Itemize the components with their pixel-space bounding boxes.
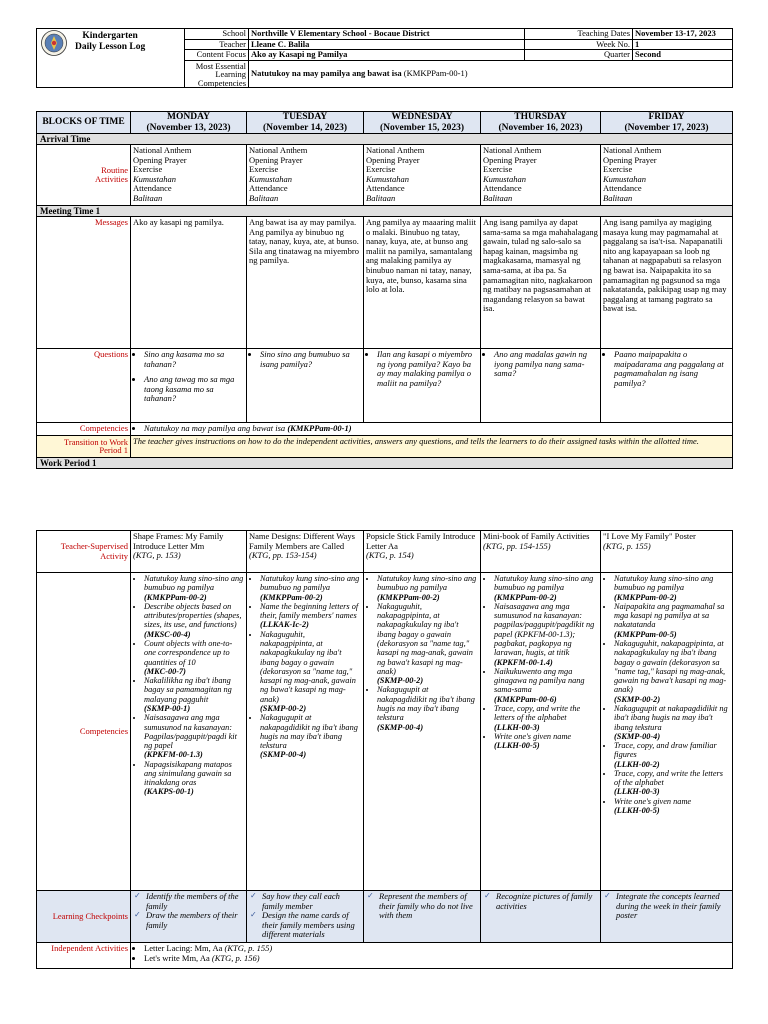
competency-text: Natutukoy kung sino-sino ang bumubuo ng pamilya: [494, 574, 594, 593]
quarter-label: Quarter: [525, 50, 633, 61]
work-competencies-label: Competencies: [37, 573, 131, 891]
competency-item: [494, 602, 598, 667]
competency-code: (LLKH-00-5): [494, 741, 540, 751]
competency-code: (KMKPPam-00-6): [494, 694, 557, 704]
melc-label: [185, 60, 249, 88]
routine-item: Balitaan: [483, 192, 513, 203]
tsa-label-2: Activity: [100, 550, 128, 561]
competency-text: Natutukoy na may pamilya ang bawat isa: [144, 423, 286, 434]
activity-ref: (KTG, pp. 154-155): [483, 540, 551, 551]
title-line-1: Kindergarten: [82, 31, 138, 41]
competency-text: Naikukuwento ang mga ginagawa ng pamilya nang sama-sama: [494, 666, 585, 695]
competency-text: Natutukoy kung sino-sino ang bumubuo ng pamilya: [377, 574, 477, 593]
routine-item: Kumustahan: [133, 173, 176, 184]
checkpoints-fri: [601, 891, 733, 943]
competency-text: Trace, copy, and draw familiar figures: [614, 741, 717, 760]
competency-item: [614, 574, 730, 602]
competency-text: Nakagugupit at nakapagdidikit ng iba't ibang hugis na may iba't ibang tekstura: [260, 713, 358, 751]
competency-text: Trace, copy, and write the letters of the alphabet: [494, 703, 581, 723]
quarter-value: Second: [633, 50, 733, 61]
melc-label-line-2: Learning: [215, 69, 246, 80]
checkpoint-item: ✓ Recognize pictures of family activities: [494, 892, 598, 911]
competency-all-days: [131, 423, 733, 436]
day-date: (November 15, 2023): [380, 122, 464, 133]
competency-code: (SKMP-00-2): [377, 676, 424, 686]
content-focus-label: Content Focus: [185, 50, 249, 61]
dll-table-top: [36, 111, 733, 469]
competency-code: (SKMP-00-4): [260, 750, 307, 760]
competency-item: [494, 667, 598, 704]
header-table: [36, 28, 733, 88]
week-label: Week No.: [525, 39, 633, 50]
competency-item: [260, 574, 361, 602]
blocks-header: BLOCKS OF TIME: [37, 112, 131, 134]
activity-mon: [131, 531, 247, 573]
competency-item: [377, 574, 478, 602]
competency-code: (SKMP-00-2): [614, 694, 661, 704]
activity-title: Mini-book of Family Activities: [483, 531, 590, 541]
arrival-time-section: Arrival Time: [37, 134, 733, 145]
competency-text: Name the beginning letters of their, family members' names: [260, 601, 359, 621]
routine-item: National Anthem: [366, 145, 425, 156]
independent-activities: [131, 943, 733, 969]
competency-code: (LLKH-00-2): [614, 759, 660, 769]
routine-cell: [131, 145, 247, 206]
competency-code: (LLKH-00-5): [614, 806, 660, 816]
day-date: (November 13, 2023): [146, 122, 231, 133]
independent-label: Independent Activities: [37, 943, 131, 969]
competency-item: [144, 676, 244, 713]
questions-label: Questions: [37, 349, 131, 423]
competency-code: (SKMP-00-2): [260, 703, 307, 713]
competency-item: [494, 732, 598, 751]
activity-tue: [247, 531, 364, 573]
routine-item: Balitaan: [603, 192, 633, 203]
competency-text: Naipapakita ang pagmamahal sa mga kasapi ng pamilya at sa nakatatanda: [614, 601, 725, 630]
teacher-supervised-row: [37, 531, 733, 573]
competency-code: (MKSC-00-4): [144, 629, 191, 639]
competency-text: Describe objects based on attributes/properties (shapes, sizes, its use, and functions): [144, 601, 242, 630]
transition-label-1: Transition to Work: [63, 436, 128, 447]
competency-text: Naisasagawa ang mga sumusunod na kasanayan: Pagpilas/paggupit/pagdi kit ng papel: [144, 713, 237, 751]
competency-text: Trace, copy, and write the letters of the alphabet: [614, 768, 723, 788]
competency-text: Write one's given name: [494, 731, 572, 741]
competency-code: (KMKPPam-00-5): [614, 629, 677, 639]
competency-text: Nakagugupit at nakapagdidikit ng iba't ibang hugis na may iba't ibang tekstura: [614, 703, 728, 732]
competency-code: (KAKPS-00-1): [144, 787, 194, 797]
dates-value: November 13-17, 2023: [633, 29, 733, 40]
competency-text: Write one's given name: [614, 796, 692, 806]
day-date: (November 16, 2023): [498, 122, 583, 133]
routine-item: Opening Prayer: [483, 154, 537, 165]
checkpoint-item: ✓ Integrate the concepts learned during the week in their family poster: [614, 892, 730, 921]
activity-ref: (KTG, p. 155): [603, 540, 651, 551]
day-header-mon: [131, 112, 247, 134]
day-header-fri: [601, 112, 733, 134]
routine-item: Opening Prayer: [366, 154, 420, 165]
activity-thu: [481, 531, 601, 573]
competencies-row: [37, 423, 733, 436]
routine-row: [37, 145, 733, 206]
activity-wed: [364, 531, 481, 573]
routine-item: Opening Prayer: [249, 154, 303, 165]
routine-item: Balitaan: [133, 192, 163, 203]
independent-item: [144, 954, 730, 964]
questions-wed: [364, 349, 481, 423]
day-header-tue: [247, 112, 364, 134]
routine-item: National Anthem: [603, 145, 662, 156]
message-tue: Ang bawat isa ay may pamilya. Ang pamilya ay binubuo ng tatay, nanay, kuya, ate, at bunso. Sila ang tinatawag na miyembro ng pamilya.: [247, 217, 364, 349]
question-item: • Sino sino ang bumubuo sa isang pamilya?: [260, 350, 361, 369]
comp-thu: [481, 573, 601, 891]
day-date: (November 17, 2023): [624, 122, 709, 133]
checkpoint-item: ✓ Say how they call each family member: [260, 892, 361, 911]
activity-title: Shape Frames: My Family Introduce Letter Mm: [133, 531, 224, 551]
independent-text: Let's write Mm, Aa: [144, 952, 212, 963]
work-competencies-row: [37, 573, 733, 891]
school-label: School: [185, 29, 249, 40]
competency-code: (SKMP-00-4): [614, 731, 661, 741]
melc-value: [249, 60, 733, 88]
competency-text: Naisasagawa ang mga sumusunod na kasanayan: pagpilas/paggupit/pagdikit ng papel (KPKFM-00-1.3); pagbakat, pagkopya ng larawan, hugis, at titik: [494, 601, 595, 658]
competency-item: [614, 741, 730, 769]
activity-ref: (KTG, pp. 153-154): [249, 550, 317, 561]
checkpoints-label: Learning Checkpoints: [37, 891, 131, 943]
routine-item: National Anthem: [133, 145, 192, 156]
competency-item: [377, 602, 478, 686]
transition-label: [37, 435, 131, 457]
questions-fri: [601, 349, 733, 423]
competency-item: [144, 602, 244, 639]
competency-text: Nakaguguhit, nakapagpipinta, at nakapagkukulay ng iba't ibang bagay o gawain (dekorasyon sa "name tag," kasapi ng mag-anak, gawain ng bawa't kasapi ng mag-anak): [260, 629, 356, 704]
routine-item: Kumustahan: [249, 173, 292, 184]
questions-mon: [131, 349, 247, 423]
routine-cell: [481, 145, 601, 206]
competency-code: (KMKPPam-00-2): [494, 592, 557, 602]
routine-item: Attendance: [249, 183, 288, 194]
routine-label: [37, 145, 131, 206]
day-name: TUESDAY: [282, 112, 328, 122]
day-name: MONDAY: [167, 112, 210, 122]
melc-label-line-1: Most Essential: [195, 60, 246, 71]
routine-item: Exercise: [366, 164, 396, 175]
messages-label: Messages: [37, 217, 131, 349]
activity-title: Popsicle Stick Family Introduce Letter Aa: [366, 531, 476, 551]
competency-code: (KMKPPam-00-2): [144, 592, 207, 602]
routine-item: Opening Prayer: [603, 154, 657, 165]
tsa-label-1: Teacher-Supervised: [60, 540, 128, 551]
competency-item: [144, 760, 244, 797]
day-date: (November 14, 2023): [263, 122, 347, 133]
message-mon: Ako ay kasapi ng pamilya.: [131, 217, 247, 349]
competency-item: [260, 713, 361, 759]
routine-item: Kumustahan: [366, 173, 409, 184]
competency-text: Nakalilikha ng iba't ibang bagay sa pamamagitan ng malayang pagguhit: [144, 676, 232, 704]
competency-code: (KMKPPam-00-2): [377, 592, 440, 602]
competency-code: (SKMP-00-4): [377, 722, 424, 732]
independent-ref: (KTG, p. 156): [211, 952, 260, 963]
routine-item: Kumustahan: [603, 173, 646, 184]
teacher-label: Teacher: [185, 39, 249, 50]
routine-item: Attendance: [366, 183, 405, 194]
competency-text: Nakaguguhit, nakapagpipinta, at nakapagkukulay ng iba't ibang bagay o gawain (dekorasyon sa "name tag," kasapi ng mag-anak, gawain ng bawa't kasapi ng mag-anak): [377, 601, 473, 676]
routine-item: Attendance: [603, 183, 642, 194]
competency-code: (KMKPPam-00-2): [614, 592, 677, 602]
questions-tue: [247, 349, 364, 423]
question-item: • Paano maipapakita o maipadarama ang paggalang at pagmamahalan ng isang pamilya?: [614, 350, 730, 388]
independent-text: Letter Lacing: Mm, Aa: [144, 943, 225, 953]
comp-tue: [247, 573, 364, 891]
competency-text: Nakagugupit at nakapagdidikit ng iba't ibang hugis na may iba't ibang tekstura: [377, 685, 475, 723]
independent-row: [37, 943, 733, 969]
competency-item: [260, 630, 361, 714]
routine-label-1: Routine: [101, 164, 128, 175]
competency-code: (LLKH-00-3): [494, 722, 540, 732]
competency-code: (KPKFM-00-1.4): [494, 657, 553, 667]
messages-row: [37, 217, 733, 349]
checkpoints-mon: [131, 891, 247, 943]
competency-code: (SKMP-00-1): [144, 703, 191, 713]
message-fri: Ang isang pamilya ay magiging masaya kung may pagmamahal at paggalang sa isa't-isa. Napapanatili nito ang kapayapaan sa loob ng tahanan at nagpapabuti sa relasyon ng bawat isa. Naipapakita ito sa pamamagitan ng pagsunod sa mga nakatatanda, pakikipag usap ng may paggalang at tamang pagtrato sa bawat isa.: [601, 217, 733, 349]
melc-text: Natutukoy na may pamilya ang bawat isa: [251, 68, 402, 79]
checkpoint-item: ✓ Represent the members of their family who do not live with them: [377, 892, 478, 921]
routine-item: Attendance: [133, 183, 172, 194]
independent-ref: (KTG, p. 155): [224, 943, 273, 953]
day-name: FRIDAY: [648, 112, 685, 122]
comp-fri: [601, 573, 733, 891]
comp-mon: [131, 573, 247, 891]
checkpoint-item: ✓ Draw the members of their family: [144, 911, 244, 930]
checkpoints-wed: [364, 891, 481, 943]
competency-code: (MKC-00-7): [144, 666, 186, 676]
checkpoints-thu: [481, 891, 601, 943]
school-value: Northville V Elementary School - Bocaue District: [249, 29, 525, 40]
routine-item: National Anthem: [483, 145, 542, 156]
competency-item: [614, 639, 730, 704]
melc-code: (KMKPPam-00-1): [403, 68, 468, 79]
routine-item: Kumustahan: [483, 173, 526, 184]
competency-item: [614, 769, 730, 797]
routine-item: Exercise: [603, 164, 633, 175]
question-item: • Ano ang madalas gawin ng iyong pamilya nang sama-sama?: [494, 350, 598, 379]
competency-code: (KMKPPam-00-2): [260, 592, 323, 602]
checkpoints-tue: [247, 891, 364, 943]
competency-text: Napagsisikapang matapos ang sinimulang gawain sa itinakdang oras: [144, 759, 232, 788]
competency-item: [144, 574, 244, 602]
message-thu: Ang isang pamilya ay dapat sama-sama sa mga mahahalagang gawain, tulad ng salo-salo sa hapag kainan, magsimba ng magkakasama, mamasyal ng sama-sama, at iba pa. Sa pamamagitan nito, nagkakaroon ng matibay na pagsasamahan at magandang relasyon sa bawat isa.: [481, 217, 601, 349]
message-wed: Ang pamilya ay maaaring maliit o malaki. Binubuo ng tatay, nanay, kuya, ate, at bunso ang maliit na pamilya, samantalang ang malaking pamilya ay binubuo naman ni tatay, nanay, kuya, ate, bunso, kasama sina lolo at lola.: [364, 217, 481, 349]
dates-label: Teaching Dates: [525, 29, 633, 40]
transition-row: [37, 435, 733, 457]
questions-row: [37, 349, 733, 423]
competency-code: (KPKFM-00-1.3): [144, 750, 203, 760]
work-period-section: Work Period 1: [37, 457, 733, 468]
routine-item: National Anthem: [249, 145, 308, 156]
checkpoint-item: ✓ Design the name cards of their family members using different materials: [260, 911, 361, 940]
routine-item: Balitaan: [249, 192, 279, 203]
melc-label-line-3: Competencies: [197, 77, 246, 88]
competency-item: [614, 797, 730, 816]
competency-code: (LLKH-00-3): [614, 787, 660, 797]
day-header-wed: [364, 112, 481, 134]
transition-text: The teacher gives instructions on how to do the independent activities, answers any questions, and tells the learners to do their assigned tasks within the allotted time.: [131, 435, 733, 457]
routine-item: Balitaan: [366, 192, 396, 203]
meeting-time-section: Meeting Time 1: [37, 206, 733, 217]
competency-code: (LLKAK-Ic-2): [260, 620, 309, 630]
routine-item: Attendance: [483, 183, 522, 194]
activity-ref: (KTG, p. 153): [133, 550, 181, 561]
question-item: • Ano ang tawag mo sa mga taong kasama mo sa tahanan?: [144, 375, 244, 404]
routine-item: Opening Prayer: [133, 154, 187, 165]
transition-label-2: Period 1: [99, 445, 128, 456]
competency-text: Natutukoy kung sino-sino ang bumubuo ng pamilya: [614, 574, 714, 593]
competency-item: [144, 713, 244, 759]
competencies-label: Competencies: [37, 423, 131, 436]
competency-item: [494, 574, 598, 602]
competency-text: Count objects with one-to- one correspondence up to quantities of 10: [144, 638, 233, 667]
competency-item: [144, 639, 244, 676]
routine-cell: [247, 145, 364, 206]
title-cell: [37, 29, 185, 88]
title-line-2: Daily Lesson Log: [75, 41, 146, 52]
question-item: • Ilan ang kasapi o miyembro ng iyong pamilya? Kayo ba ay may malaking pamilya o maliit na pamilya?: [377, 350, 478, 388]
competency-item: [494, 704, 598, 732]
week-value: 1: [633, 39, 733, 50]
competency-item: [260, 602, 361, 630]
activity-title: "I Love My Family" Poster: [603, 531, 696, 541]
day-name: THURSDAY: [514, 112, 567, 122]
dll-table-bottom: [36, 530, 733, 969]
routine-item: Exercise: [133, 164, 163, 175]
activity-ref: (KTG, p. 154): [366, 550, 414, 561]
comp-wed: [364, 573, 481, 891]
day-name: WEDNESDAY: [391, 112, 453, 122]
competency-text: Nakaguguhit, nakapagpipinta, at nakapagkukulay ng iba't ibang bagay o gawain (dekorasyon sa "name tag," kasapi ng mag-anak, gawain ng bawa't kasapi ng mag-anak): [614, 638, 727, 695]
routine-cell: [601, 145, 733, 206]
competency-item: [614, 704, 730, 741]
day-header-thu: [481, 112, 601, 134]
routine-label-2: Activities: [94, 174, 128, 185]
checkpoint-item: ✓ Identify the members of the family: [144, 892, 244, 911]
competency-code: (KMKPPam-00-1): [287, 423, 352, 434]
competency-item: [614, 602, 730, 639]
questions-thu: [481, 349, 601, 423]
competency-item: [377, 685, 478, 731]
activity-fri: [601, 531, 733, 573]
question-item: • Sino ang kasama mo sa tahanan?: [144, 350, 244, 369]
competency-text: Natutukoy kung sino-sino ang bumubuo ng pamilya: [144, 574, 244, 593]
routine-item: Exercise: [483, 164, 513, 175]
tsa-label: [37, 531, 131, 573]
routine-cell: [364, 145, 481, 206]
checkpoints-row: [37, 891, 733, 943]
teacher-value: Lleane C. Balila: [249, 39, 525, 50]
activity-title: Name Designs: Different Ways Family Members are Called: [249, 531, 355, 551]
routine-item: Exercise: [249, 164, 279, 175]
competency-text: Natutukoy kung sino-sino ang bumubuo ng pamilya: [260, 574, 360, 593]
column-header-row: [37, 112, 733, 134]
content-focus-value: Ako ay Kasapi ng Pamilya: [249, 50, 525, 61]
